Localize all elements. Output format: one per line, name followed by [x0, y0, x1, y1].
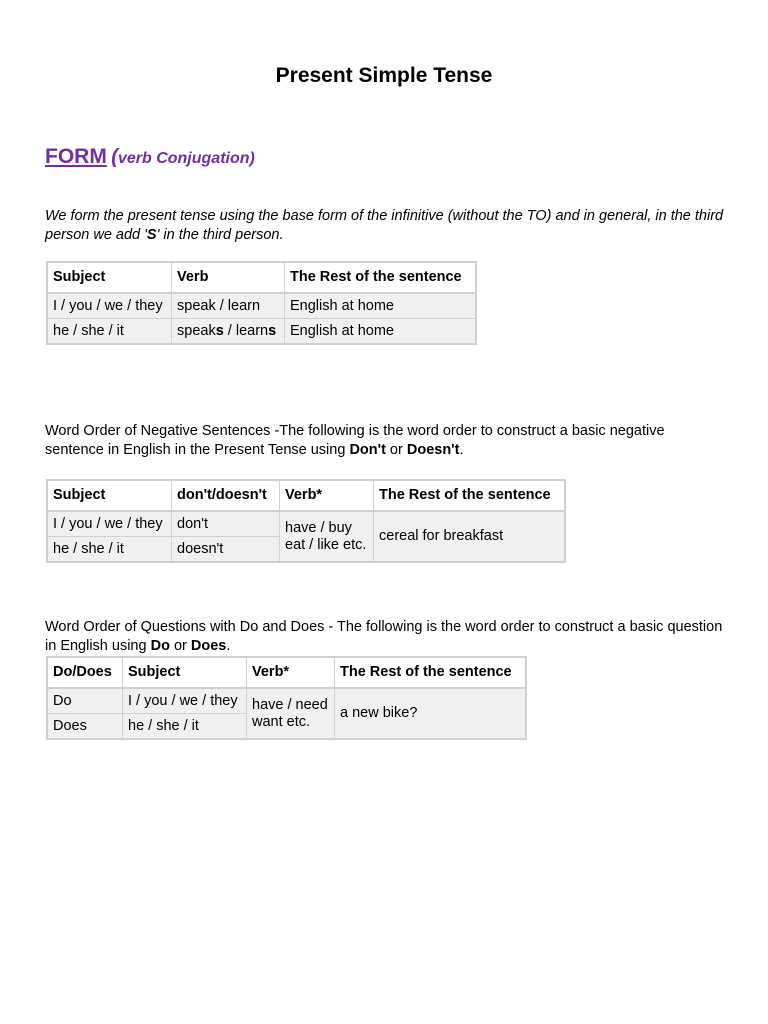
- table-cell: Do: [47, 688, 123, 714]
- negative-intro-bold: Don't: [349, 441, 386, 458]
- intro-text-2: ' in the third person.: [156, 226, 284, 243]
- intro-text-1: We form the present tense using the base form of the infinitive (without the TO) and in general, in the third person we add ': [45, 208, 724, 243]
- table-row: [47, 511, 565, 537]
- table-cell: I / you / we / they: [123, 688, 247, 714]
- table-cell: he / she / it: [47, 537, 172, 563]
- negative-intro-text: Word Order of Negative Sentences -The following is the word order to construct a basic negative sentence in English in the Present Tense using: [45, 423, 665, 458]
- table-cell: English at home: [285, 293, 477, 319]
- question-intro-bold: Do: [150, 637, 170, 654]
- verb-base: speak: [177, 322, 216, 339]
- table-cell: don't: [172, 511, 280, 537]
- conjugation-table: [46, 261, 477, 345]
- table-cell: he / she / it: [123, 714, 247, 740]
- verb-base: / learn: [223, 322, 269, 339]
- verb-line: have / buy: [285, 519, 352, 536]
- question-table: [46, 656, 527, 740]
- header-cell: Subject: [123, 657, 247, 688]
- header-cell: Verb*: [247, 657, 335, 688]
- negative-sentence-table: [46, 479, 566, 563]
- table-cell: [280, 511, 374, 562]
- table-cell: English at home: [285, 319, 477, 345]
- header-cell: The Rest of the sentence: [285, 262, 477, 293]
- table-cell: speak / learn: [172, 293, 285, 319]
- table-cell: Does: [47, 714, 123, 740]
- negative-intro-bold: Doesn't: [406, 441, 460, 458]
- table-header-row: [47, 480, 565, 511]
- header-cell: don't/doesn't: [172, 480, 280, 511]
- table-row: [47, 688, 526, 714]
- question-intro-text: or: [169, 637, 191, 654]
- negative-intro-paragraph: [45, 422, 725, 459]
- table-cell: I / you / we / they: [47, 511, 172, 537]
- table-header-row: [47, 262, 476, 293]
- question-intro-text: Word Order of Questions with Do and Does - The following is the word order to construct a basic question in English using: [45, 619, 723, 654]
- header-cell: Verb*: [280, 480, 374, 511]
- header-cell: The Rest of the sentence: [374, 480, 566, 511]
- intro-paragraph: [45, 207, 735, 244]
- form-heading-paren: (: [111, 146, 118, 168]
- verb-line: have / need: [252, 696, 328, 713]
- table-row: [47, 319, 476, 345]
- table-cell: a new bike?: [335, 688, 527, 739]
- verb-suffix: s: [268, 322, 277, 339]
- table-cell: he / she / it: [47, 319, 172, 345]
- form-heading-main: FORM: [45, 145, 107, 168]
- verb-line: eat / like etc.: [285, 536, 367, 553]
- header-cell: Subject: [47, 262, 172, 293]
- negative-intro-text: or: [385, 441, 407, 458]
- question-intro-paragraph: [45, 618, 725, 655]
- verb-suffix: s: [215, 322, 224, 339]
- table-header-row: [47, 657, 526, 688]
- table-cell: [172, 319, 285, 345]
- page-title: Present Simple Tense: [275, 64, 493, 87]
- form-heading: [45, 145, 255, 169]
- verb-line: want etc.: [252, 713, 311, 730]
- intro-bold-s: S: [146, 226, 157, 243]
- table-cell: I / you / we / they: [47, 293, 172, 319]
- table-cell: [247, 688, 335, 739]
- table-cell: cereal for breakfast: [374, 511, 566, 562]
- header-cell: The Rest of the sentence: [335, 657, 527, 688]
- question-intro-bold: Does: [190, 637, 227, 654]
- table-row: [47, 293, 476, 319]
- table-cell: doesn't: [172, 537, 280, 563]
- question-intro-text: .: [226, 637, 231, 654]
- negative-intro-text: .: [459, 441, 464, 458]
- form-heading-sub: verb Conjugation): [117, 150, 255, 167]
- header-cell: Subject: [47, 480, 172, 511]
- header-cell: Verb: [172, 262, 285, 293]
- header-cell: Do/Does: [47, 657, 123, 688]
